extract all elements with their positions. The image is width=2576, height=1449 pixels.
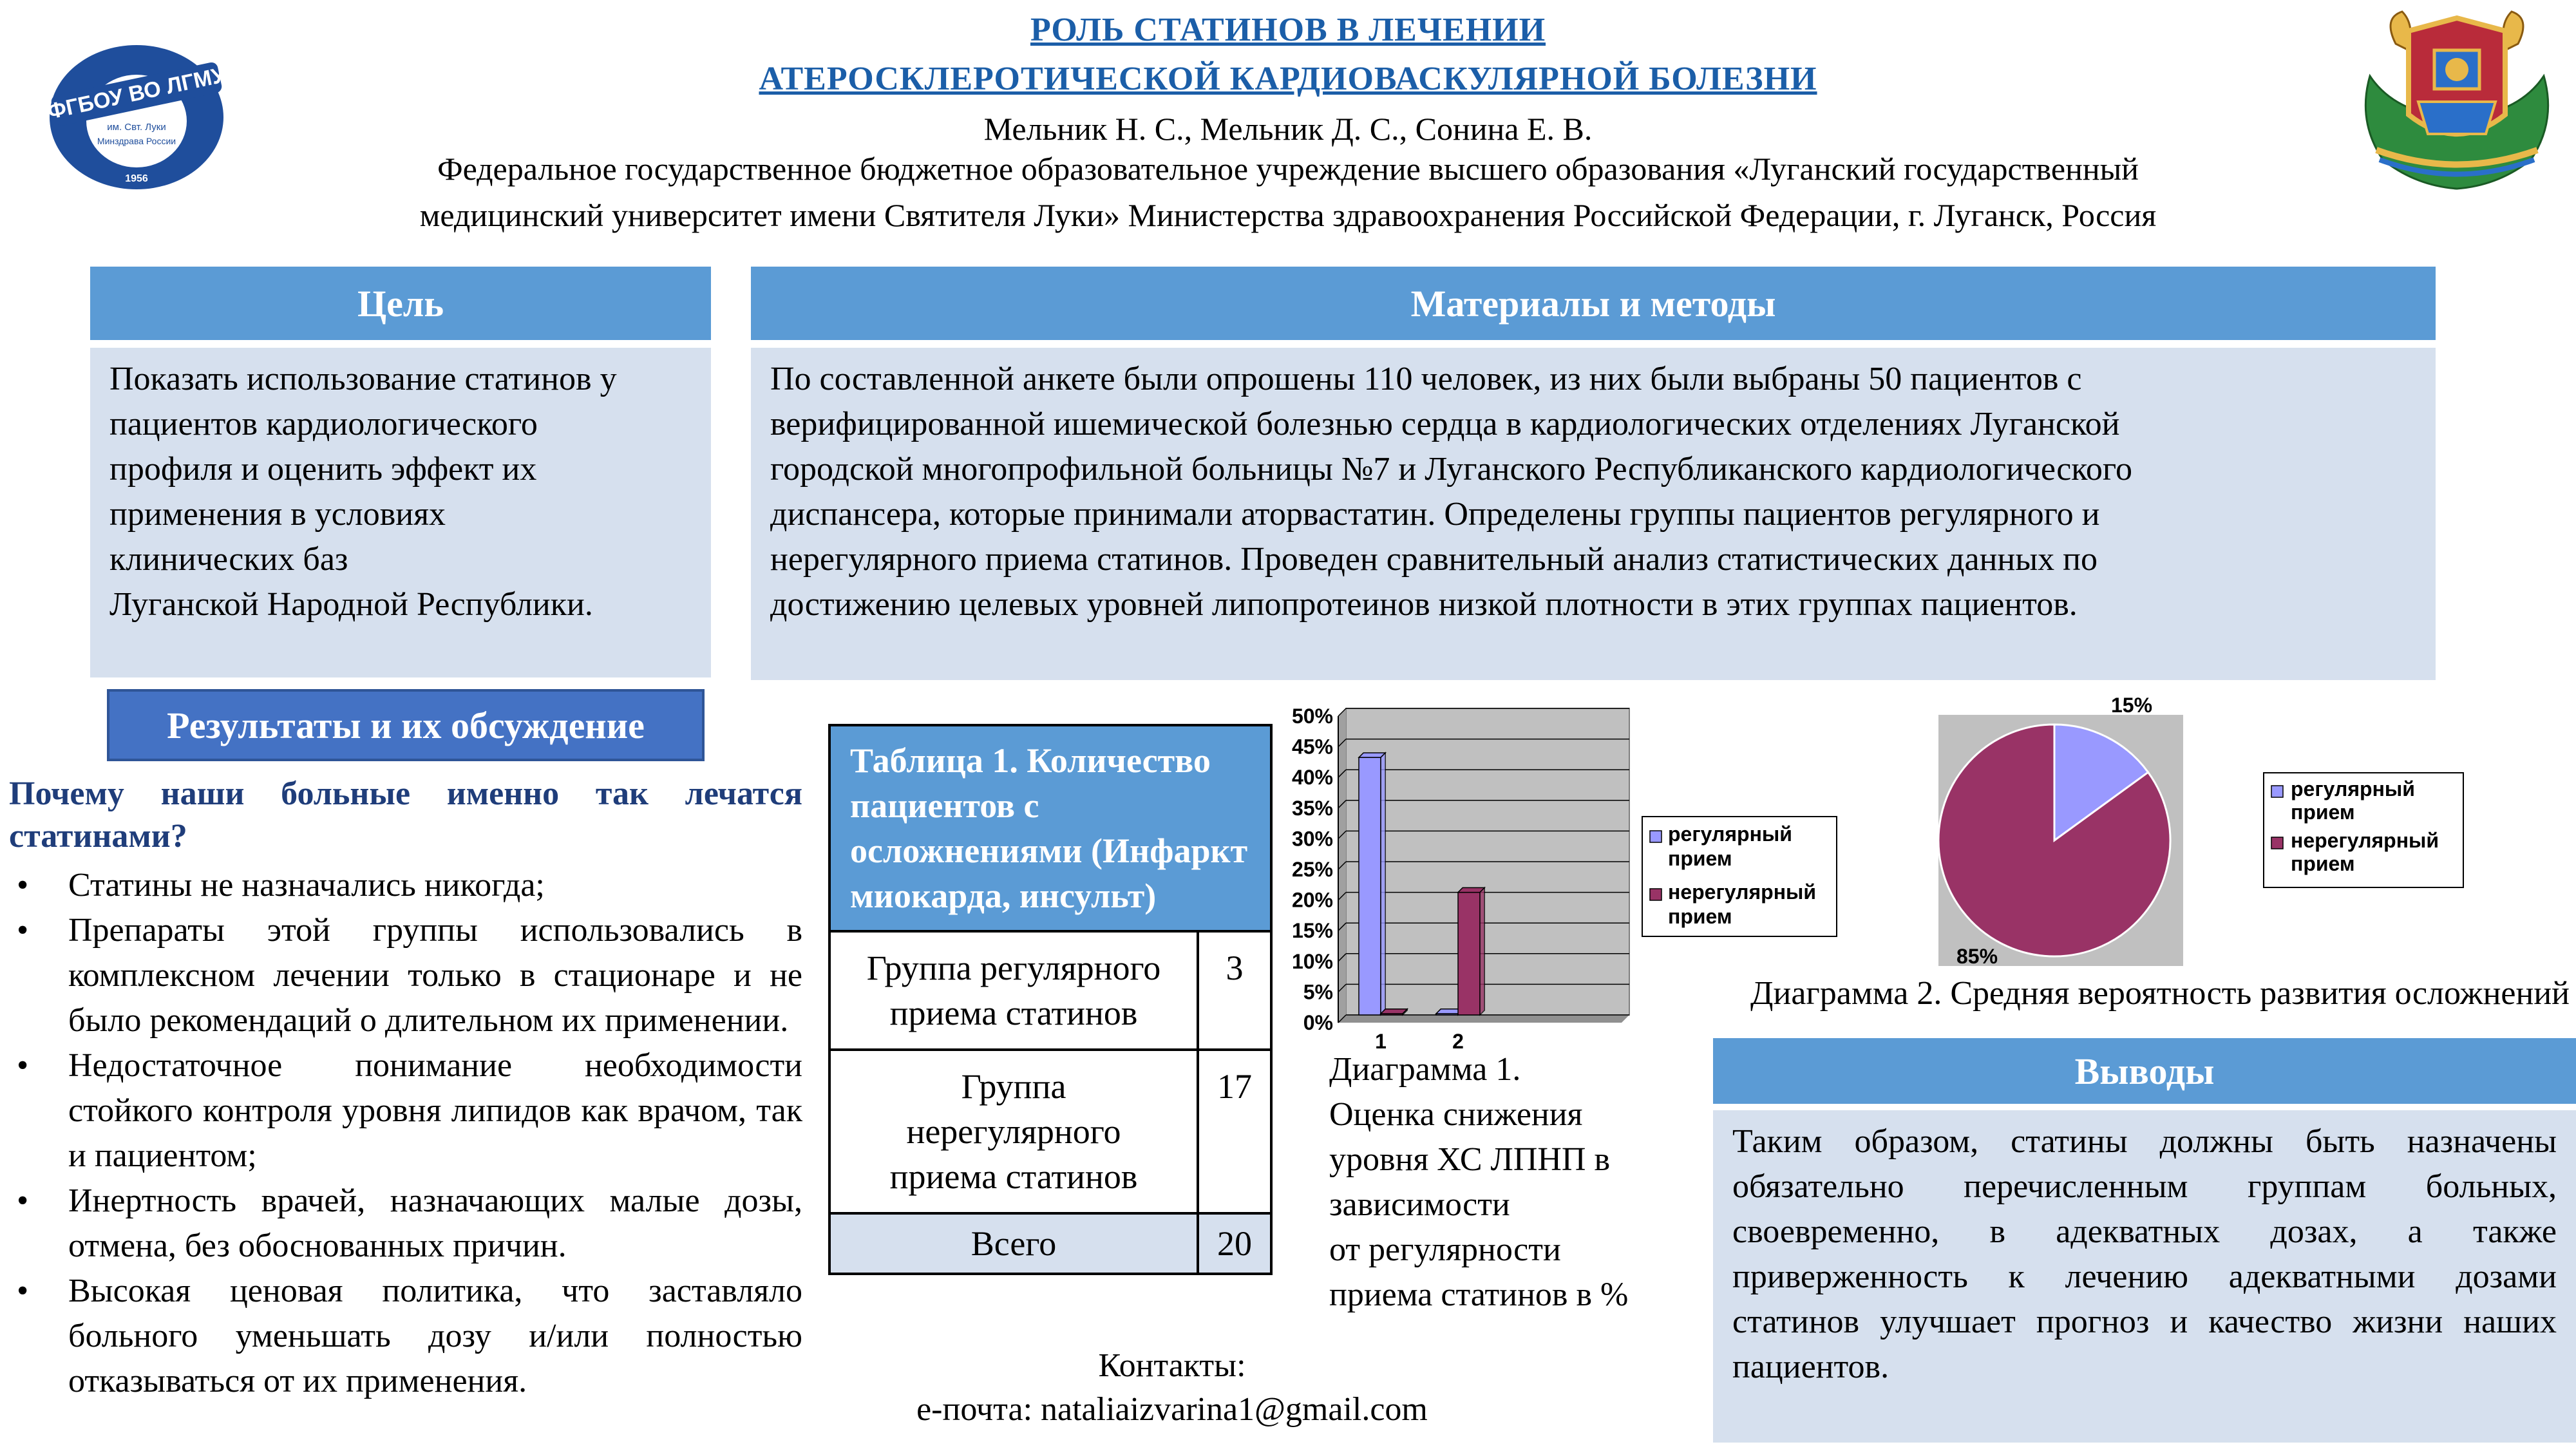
conclusions-heading: Выводы [1713,1038,2576,1104]
poster-title-line2: АТЕРОСКЛЕРОТИЧЕСКОЙ КАРДИОВАСКУЛЯРНОЙ БОЛЕЗНИ [759,61,1817,97]
results-heading: Результаты и их обсуждение [107,689,705,761]
bar [1381,1009,1407,1015]
table-row [829,1050,1271,1213]
table-header-row [829,725,1271,931]
chart-legend [1642,817,1837,936]
legend-label: прием [1668,847,1732,870]
methods-line: городской многопрофильной больницы №7 и Луганского Республиканского кардиологического [770,451,2132,488]
table-cell-value: 17 [1198,1050,1271,1213]
bar [1359,753,1385,1015]
legend-label: нерегулярный [2291,829,2439,852]
chart1-caption-line: приема статинов в % [1329,1276,1629,1313]
y-tick-label: 0% [1303,1011,1333,1034]
authors: Мельник Н. С., Мельник Д. С., Сонина Е. В. [983,111,1593,147]
y-tick-label: 30% [1291,827,1333,851]
seal-year: 1956 [125,173,148,184]
legend-swatch [2271,837,2283,849]
table-row [829,931,1271,1050]
y-tick-label: 15% [1291,919,1333,943]
y-tick-label: 40% [1291,766,1333,790]
legend-label: прием [2291,852,2355,875]
methods-line: верифицированной ишемической болезнью сердца в кардиологических отделениях Луганской [770,406,2120,442]
goal-panel [90,348,711,677]
pie-chart [1906,689,2570,979]
legend-label: нерегулярный [1668,880,1817,904]
y-tick-label: 35% [1291,796,1333,820]
results-question: Почему наши больные именно так лечатся статинами? [9,775,802,855]
chart1-caption-line: уровня ХС ЛПНП в [1329,1141,1611,1178]
seal-ring-text: ФГБОУ ВО ЛГМУ [45,62,228,124]
contacts-email: е-почта: nataliaizvarina1@gmail.com [916,1391,1428,1428]
affiliation-line1: Федеральное государственное бюджетное образовательное учреждение высшего образования «Луганский государственный [437,151,2139,187]
table-cell-value: 20 [1198,1213,1271,1274]
y-tick-label: 20% [1291,888,1333,912]
conclusions-text: Таким образом, статины должны быть назначены обязательно перечисленным группам больных, своевременно, в адекватных дозах, а также приверженность к лечению адекватными дозами статинов улучшает прогноз и качество жизни наших пациентов. [1732,1123,2557,1385]
goal-line: Показать использование статинов у [109,361,617,397]
chart1-caption-line: от регулярности [1329,1231,1561,1268]
bar-front [1458,893,1480,1015]
methods-line: диспансера, которые принимали аторвастатин. Определены группы пациентов регулярного и [770,496,2100,533]
city-coat-of-arms-icon [2357,5,2557,192]
methods-heading: Материалы и методы [751,267,2436,340]
methods-line: По составленной анкете были опрошены 110 человек, из них были выбраны 50 пациентов с [770,361,2082,397]
y-tick-label: 5% [1303,980,1333,1004]
y-tick-label: 50% [1291,705,1333,728]
y-tick-label: 25% [1291,858,1333,881]
list-item: • Недостаточное понимание необходимости стойкого контроля уровня липидов как врачом, так и пациентом; [9,1043,802,1179]
pie-data-label: 15% [2110,694,2153,717]
list-item: • Статины не назначались никогда; [9,863,802,908]
methods-line: достижению целевых уровней липопротеинов низкой плотности в этих группах пациентов. [770,586,2078,623]
list-item: • Инертность врачей, назначающих малые дозы, отмена, без обоснованных причин. [9,1179,802,1269]
contacts-label: Контакты: [1098,1347,1246,1384]
table-title: Таблица 1. Количество пациентов с осложнениями (Инфаркт миокарда, инсульт) [829,725,1271,931]
bar-front [1359,757,1381,1015]
list-item: • Препараты этой группы использовались в комплексном лечении только в стационаре и не было рекомендаций о длительном их применении. [9,908,802,1043]
poster-title-line1: РОЛЬ СТАТИНОВ В ЛЕЧЕНИИ [1030,12,1546,48]
goal-line: клинических баз [109,541,348,578]
legend-label: регулярный [2291,777,2415,800]
chart1-caption [1329,1047,1690,1318]
goal-line: применения в условиях [109,496,446,533]
pie-legend [2264,773,2463,887]
bar-side [1480,887,1484,1015]
goal-line: пациентов кардиологического [109,406,538,442]
chart1-caption-line: Оценка снижения [1329,1096,1583,1133]
legend-label: прием [2291,800,2355,824]
goal-line: профиля и оценить эффект их [109,451,537,488]
y-tick-label: 10% [1291,949,1333,973]
legend-swatch [1650,889,1662,900]
university-seal-icon [40,33,233,194]
methods-panel [751,348,2436,680]
chart2-caption: Диаграмма 2. Средняя вероятность развития осложнений [1750,975,2570,1012]
x-tick-label: 1 [1375,1030,1387,1053]
list-item: • Высокая ценовая политика, что заставляло больного уменьшать дозу и/или полностью отказываться от их применения. [9,1269,802,1404]
x-tick-label: 2 [1452,1030,1464,1053]
methods-line: нерегулярного приема статинов. Проведен сравнительный анализ статистических данных по [770,541,2098,578]
bar-side [1381,753,1385,1015]
goal-line: Луганской Народной Республики. [109,586,593,623]
legend-swatch [2271,786,2283,797]
table-1 [828,724,1273,1275]
y-tick-label: 45% [1291,735,1333,759]
legend-label: прием [1668,905,1732,928]
table-cell-label: Группа нерегулярного приема статинов [829,1050,1198,1213]
pie-data-label: 85% [1956,945,1998,968]
table-cell-label: Группа регулярного приема статинов [829,931,1198,1050]
goal-heading: Цель [90,267,711,340]
seal-inner-line1: им. Свт. Луки [107,122,166,133]
chart1-caption-line: Диаграмма 1. [1329,1051,1521,1088]
table-cell-value: 3 [1198,931,1271,1050]
table-cell-label: Всего [829,1213,1198,1274]
chart1-caption-line: зависимости [1329,1186,1510,1223]
legend-swatch [1650,831,1662,842]
bar [1458,887,1484,1015]
results-list [9,863,802,1404]
table-row [829,1213,1271,1274]
legend-label: регулярный [1668,822,1792,846]
seal-inner-line2: Минздрава России [97,136,176,146]
affiliation-line2: медицинский университет имени Святителя Луки» Министерства здравоохранения Российской Федерации, г. Луганск, Россия [419,197,2157,233]
plot-floor [1338,1015,1629,1023]
conclusions-panel [1713,1110,2576,1443]
